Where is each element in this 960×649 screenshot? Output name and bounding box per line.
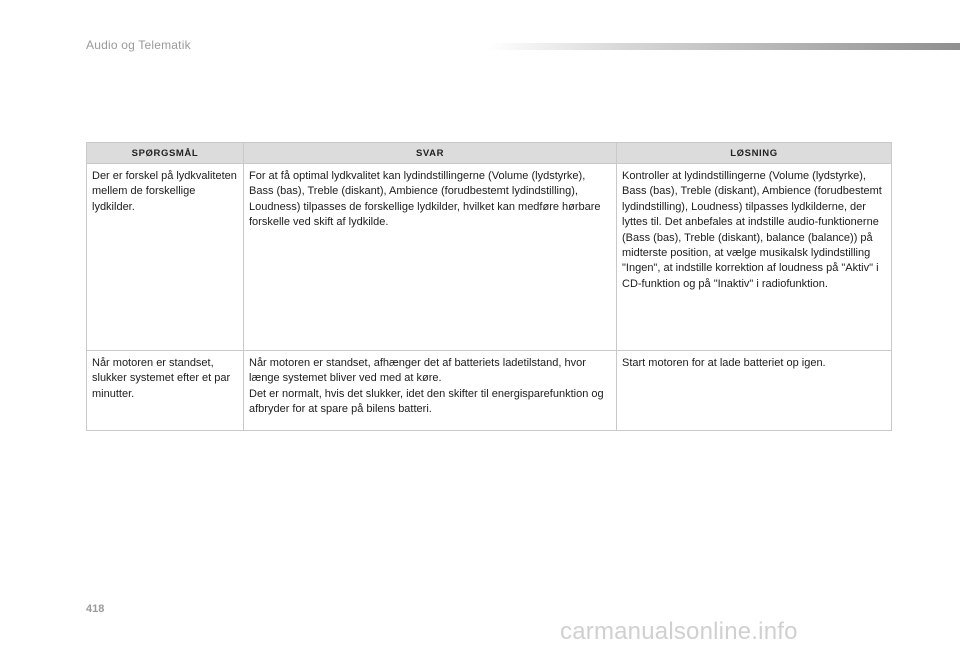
table-header-row: [87, 143, 892, 164]
question-cell: Når motoren er standset, slukker systemet efter et par minutter.: [87, 351, 244, 431]
answer-paragraph: Det er normalt, hvis det slukker, idet den skifter til energisparefunktion og afbryder for at spare på bilens batteri.: [249, 387, 604, 416]
column-header-solution: LØSNING: [617, 143, 892, 164]
answer-cell: [244, 351, 617, 431]
watermark: carmanualsonline.info: [560, 618, 798, 645]
table-row: [87, 351, 892, 431]
column-header-answer: SVAR: [244, 143, 617, 164]
answer-paragraph: For at få optimal lydkvalitet kan lydindstillingerne (Volume (lydstyrke), Bass (bas), Treble (diskant), Ambience (forudbestemt lydindstilling), Loudness) tilpasses de forskellige lydkilder, hvilket kan medføre hørbare forskelle ved skift af lydkilde.: [249, 170, 601, 229]
troubleshooting-table: [86, 142, 892, 431]
page-number: 418: [86, 603, 105, 615]
question-cell: Der er forskel på lydkvaliteten mellem de forskellige lydkilder.: [87, 164, 244, 351]
table-row: [87, 164, 892, 351]
answer-cell: [244, 164, 617, 351]
answer-paragraph: Når motoren er standset, afhænger det af batteriets ladetilstand, hvor længe systemet bliver ved med at køre.: [249, 357, 586, 385]
header-gradient-bar: [488, 43, 960, 50]
solution-cell: Kontroller at lydindstillingerne (Volume (lydstyrke), Bass (bas), Treble (diskant), Ambience (forudbestemt lydindstilling), Loudness) tilpasses lydkilderne, der lyttes til. Det anbefales at indstille audio-funktionerne (Bass (bas), Treble (diskant), balance (balance)) på midterste position, at vælge musikalsk lydindstilling "Ingen", at indstille korrektion af loudness på "Aktiv" i CD-funktion og på "Inaktiv" i radiofunktion.: [617, 164, 892, 351]
page-section-title: Audio og Telematik: [86, 38, 191, 52]
column-header-question: SPØRGSMÅL: [87, 143, 244, 164]
solution-cell: Start motoren for at lade batteriet op igen.: [617, 351, 892, 431]
